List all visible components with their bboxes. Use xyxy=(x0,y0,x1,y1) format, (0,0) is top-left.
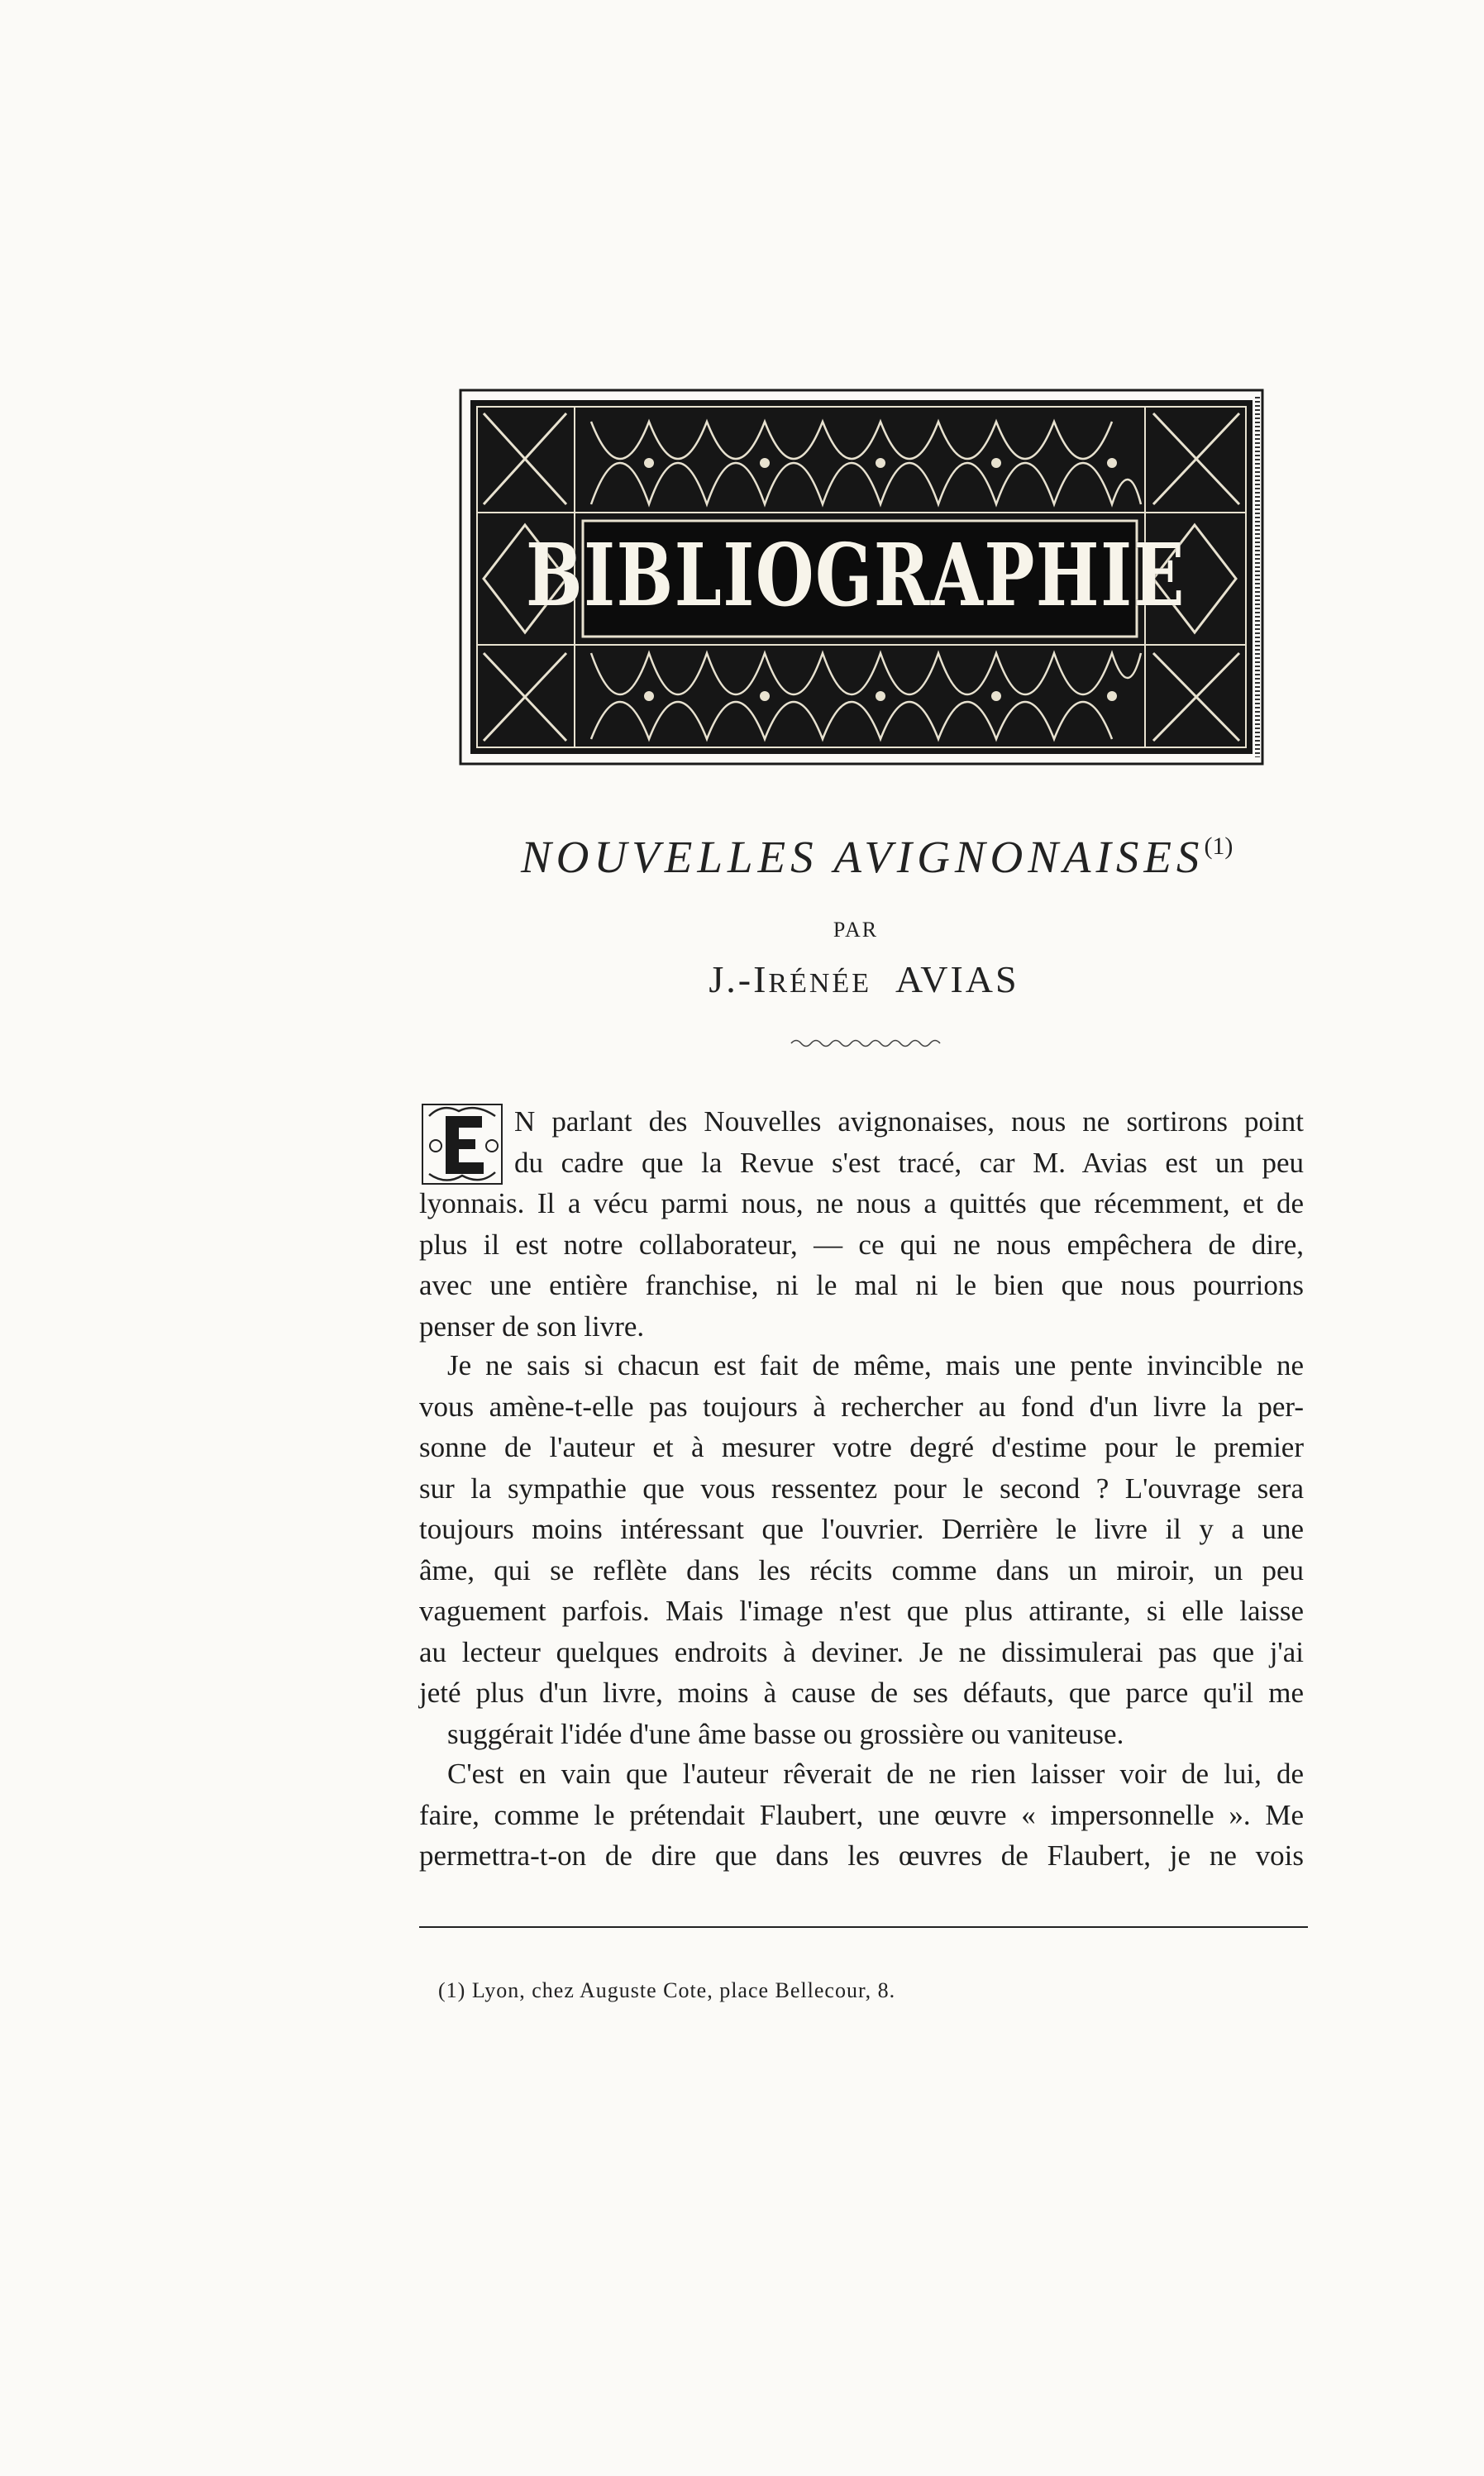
author-firstname-smallcaps: RÉNÉE xyxy=(768,968,871,999)
text-line: âme, qui se reflète dans les récits comme dans un miroir, un peu xyxy=(419,1553,1304,1586)
author-lastname: AVIAS xyxy=(895,958,1019,1000)
footnote-rule xyxy=(419,1926,1308,1928)
text-line: vaguement parfois. Mais l'image n'est que plus attirante, si elle laisse xyxy=(419,1595,1304,1627)
footnote-reference: (1) xyxy=(1204,832,1233,860)
text-line: sur la sympathie que vous ressentez pour le second ? L'ouvrage sera xyxy=(419,1472,1304,1505)
text-line: suggérait l'idée d'une âme basse ou grossière ou vaniteuse. xyxy=(447,1717,1124,1750)
text-line: N parlant des Nouvelles avignonaises, nous ne sortirons point xyxy=(514,1105,1304,1138)
author-name xyxy=(690,957,1038,1001)
text-line: plus il est notre collaborateur, — ce qui ne nous empêchera de dire, xyxy=(419,1228,1304,1261)
text-line: sonne de l'auteur et à mesurer votre degré d'estime pour le premier xyxy=(419,1431,1304,1463)
text-line: permettra-t-on de dire que dans les œuvres de Flaubert, je ne vois xyxy=(419,1839,1304,1872)
text-line: avec une entière franchise, ni le mal ni le bien que nous pourrions xyxy=(419,1269,1304,1301)
text-line: du cadre que la Revue s'est tracé, car M. Avias est un peu xyxy=(514,1146,1304,1179)
text-line: faire, comme le prétendait Flaubert, une œuvre « impersonnelle ». Me xyxy=(419,1798,1304,1831)
footnote: (1) Lyon, chez Auguste Cote, place Bellecour, 8. xyxy=(438,1978,896,2002)
paragraph-2 xyxy=(419,1345,1304,1754)
byline-par: PAR xyxy=(833,918,879,942)
text-line: C'est en vain que l'auteur rêverait de ne rien laisser voir de lui, de xyxy=(447,1758,1304,1790)
text-line: vous amène-t-elle pas toujours à rechercher au fond d'un livre la per- xyxy=(419,1390,1304,1423)
text-line: Je ne sais si chacun est fait de même, mais une pente invincible ne xyxy=(447,1349,1304,1381)
text-line: lyonnais. Il a vécu parmi nous, ne nous a quittés que récemment, et de xyxy=(419,1187,1304,1219)
text-line: penser de son livre. xyxy=(419,1310,645,1343)
text-line: au lecteur quelques endroits à deviner. Je ne dissimulerai pas que j'ai xyxy=(419,1635,1304,1668)
wavy-divider xyxy=(790,1036,942,1047)
paragraph-1 xyxy=(419,1101,1304,1347)
banner-word: BIBLIOGRAPHIE xyxy=(525,523,1186,626)
text-line: toujours moins intéressant que l'ouvrier. Derrière le livre il y a une xyxy=(419,1513,1304,1545)
author-initial: J.-I xyxy=(709,958,769,1000)
bibliographie-banner xyxy=(459,389,1266,769)
text-line: jeté plus d'un livre, moins à cause de ses défauts, que parce qu'il me xyxy=(419,1677,1304,1709)
paragraph-3 xyxy=(419,1753,1304,1877)
article-title xyxy=(521,831,1265,883)
title-text: NOUVELLES AVIGNONAISES xyxy=(521,832,1205,882)
